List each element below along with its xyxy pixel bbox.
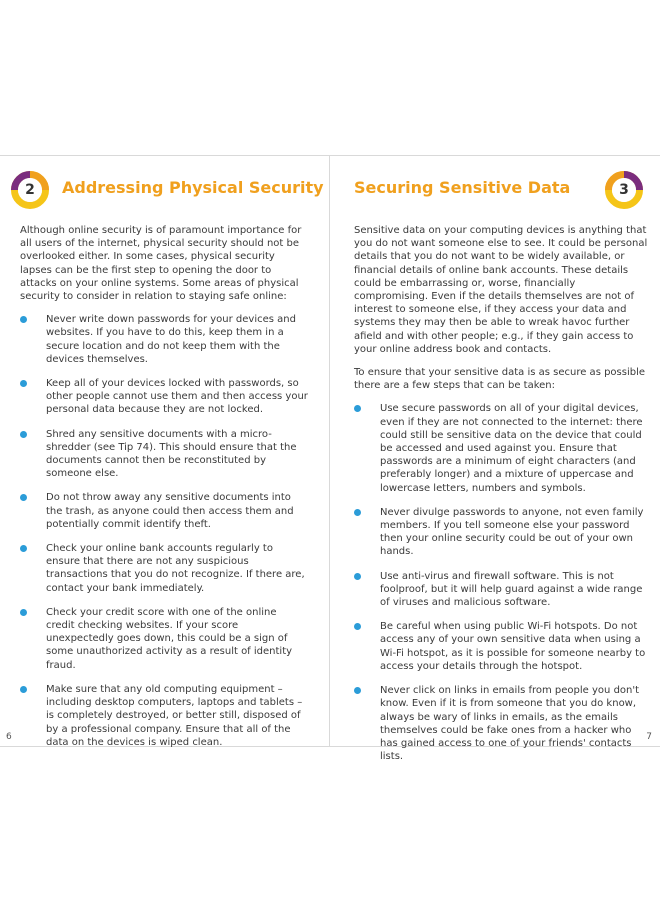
right-header [354,170,654,210]
left-header [10,170,324,210]
book-spread [0,155,660,763]
bullet-icon [354,509,361,516]
bullet-list [354,402,650,763]
bullet-icon [20,609,27,616]
left-body [20,224,308,760]
bullet-icon [354,405,361,412]
list-item: Use anti-virus and firewall software. This is not foolproof, but it will help guard against a wide range of viruses and malicious software. [354,570,650,610]
bullet-icon [354,687,361,694]
bullet-icon [20,431,27,438]
list-item: Be careful when using public Wi-Fi hotspots. Do not access any of your own sensitive data when using a Wi-Fi hotspot, as it is possible for someone nearby to access your details through the hotspot. [354,620,650,673]
bullet-icon [20,686,27,693]
bullet-icon [20,316,27,323]
bullet-icon [354,573,361,580]
intro-paragraph-2: To ensure that your sensitive data is as secure as possible there are a few steps that can be taken: [354,367,646,392]
right-body [354,224,650,774]
bullet-list [20,313,308,749]
bullet-icon [354,623,361,630]
list-item: Check your credit score with one of the online credit checking websites. If your score unexpectedly goes down, this could be a sign of some unauthorized activity as a result of identity fraud. [20,606,308,672]
list-item: Make sure that any old computing equipment – including desktop computers, laptops and tablets – is completely destroyed, or better still, disposed of by a professional company. Ensure that all of the data on the devices is wiped clean. [20,683,308,749]
left-page [0,156,329,746]
intro-paragraph: Sensitive data on your computing devices is anything that you do not want someone else to see. It could be personal details that you do not want to be widely available, or financial details of online bank accounts. These details could be embarrassing or, worse, financially compromising. Even if the details themselves are not of interest to someone else, if they access your data and systems they may then be able to wreak havoc further afield and with other people; e.g., if they gain access to your online address book and contacts. [354,225,648,355]
page-title: Securing Sensitive Data [354,178,571,197]
bullet-icon [20,545,27,552]
tip-number-badge [10,170,50,210]
list-item: Keep all of your devices locked with passwords, so other people cannot use them and then access your personal data because they are not locked. [20,377,308,417]
list-item: Check your online bank accounts regularly to ensure that there are not any suspicious transactions that you do not recognize. If there are, contact your bank immediately. [20,542,308,595]
page-number: 7 [646,732,652,742]
list-item: Never write down passwords for your devices and websites. If you have to do this, keep them in a secure location and do not keep them with the devices themselves. [20,313,308,366]
page-title: Addressing Physical Security [62,178,324,197]
bullet-icon [20,494,27,501]
list-item: Shred any sensitive documents with a micro-shredder (see Tip 74). This should ensure that the documents cannot then be reconstituted by someone else. [20,428,308,481]
list-item: Do not throw away any sensitive documents into the trash, as anyone could then access them and potentially commit identify theft. [20,491,308,531]
badge-number: 3 [619,182,629,198]
bullet-icon [20,380,27,387]
list-item: Use secure passwords on all of your digital devices, even if they are not connected to the internet: there could still be sensitive data on the device that could be accessed and used against you. Ensure that passwords are a minimum of eight characters (and preferably longer) and a mixture of uppercase and lowercase letters, numbers and symbols. [354,402,650,494]
page-number: 6 [6,732,12,742]
badge-number: 2 [25,182,35,198]
list-item: Never divulge passwords to anyone, not even family members. If you tell someone else your password then your online security could be out of your own hands. [354,506,650,559]
list-item: Never click on links in emails from people you don't know. Even if it is from someone that you do know, always be wary of links in emails, as the emails themselves could be fake ones from a hacker who has gained access to one of your friends' contacts lists. [354,684,650,763]
tip-number-badge [604,170,644,210]
right-page [330,156,660,763]
intro-paragraph: Although online security is of paramount importance for all users of the internet, physical security should not be overlooked either. In some cases, physical security lapses can be the first step to opening the door to attacks on your online systems. Some areas of physical security to consider in relation to staying safe online: [20,225,302,303]
